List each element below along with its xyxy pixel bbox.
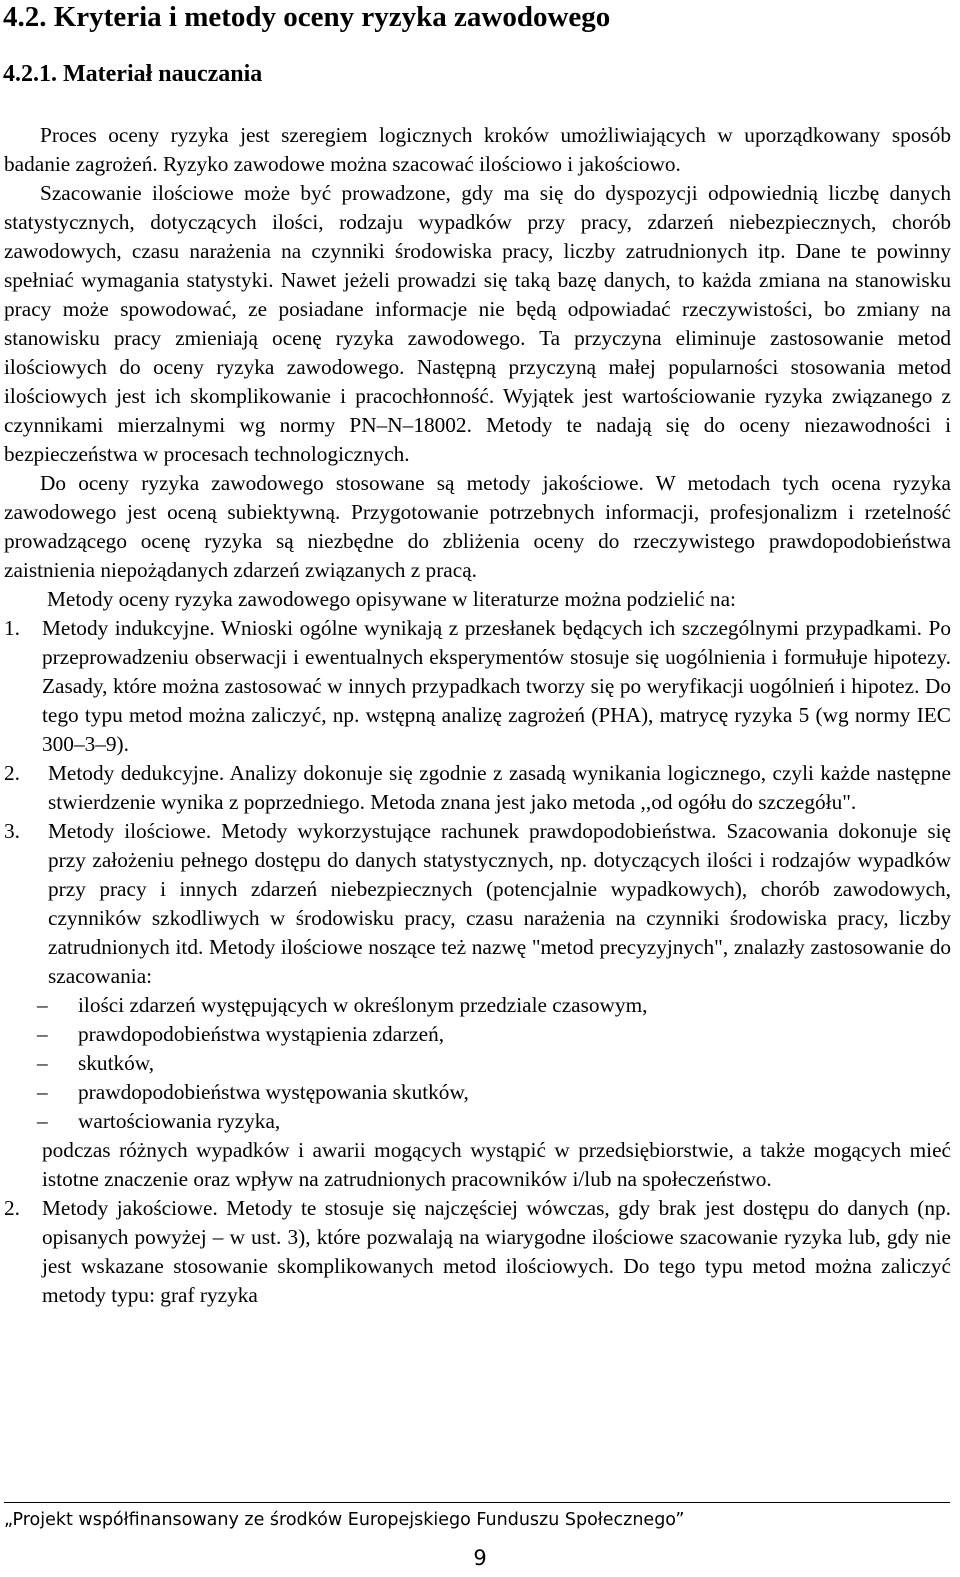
dash-item <box>4 991 951 1020</box>
dash-item <box>4 1049 951 1078</box>
list-text: Metody dedukcyjne. Analizy dokonuje się zgodnie z zasadą wynikania logicznego, czyli każde następne stwierdzenie wynika z poprzedniego. Metoda znana jest jako metoda ,,od ogółu do szczegółu". <box>48 761 951 814</box>
paragraph-quantitative: Szacowanie ilościowe może być prowadzone, gdy ma się do dyspozycji odpowiednią liczbę danych statystycznych, dotyczących ilości, rodzaju wypadków przy pracy, zdarzeń niebezpiecznych, chorób zawodowych, czasu narażenia na czynniki środowiska pracy, liczby zatrudnionych itp. Dane te powinny spełniać wymagania statystyki. Nawet jeżeli prowadzi się taką bazę danych, to każda zmiana na stanowisku pracy może spowodować, ze posiadane informacje nie będą odpowiadać rzeczywistości, bo zmiany na stanowisku pracy zmieniają ocenę ryzyka zawodowego. Ta przyczyna eliminuje zastosowanie metod ilościowych do oceny ryzyka zawodowego. Następną przyczyną małej popularności stosowania metod ilościowych jest ich skomplikowanie i pracochłonność. Wyjątek jest wartościowanie ryzyka związanego z czynnikami mierzalnymi wg normy PN–N–18002. Metody te nadają się do oceny niezawodności i bezpieczeństwa w procesach technologicznych. <box>4 181 951 466</box>
dash-mark: – <box>37 1109 48 1133</box>
section-heading: 4.2. Kryteria i metody oceny ryzyka zawodowego <box>3 1 611 33</box>
paragraph-methods-intro: Metody oceny ryzyka zawodowego opisywane w literaturze można podzielić na: <box>47 587 736 611</box>
body-text <box>4 121 951 1310</box>
dash-item <box>4 1078 951 1107</box>
list-text: Metody ilościowe. Metody wykorzystujące rachunek prawdopodobieństwa. Szacowania dokonuje się przy założeniu pełnego dostępu do danych statystycznych, np. dotyczących ilości i rodzajów wypadków przy pracy i innych zdarzeń niebezpiecznych (potencjalnie wypadkowych), chorób zawodowych, czynników szkodliwych w środowisku pracy, czasu narażenia na czynniki środowiska pracy, liczby zatrudnionych itd. Metody ilościowe noszące też nazwę "metod precyzyjnych", znalazły zastosowanie do szacowania: <box>48 819 951 988</box>
dash-mark: – <box>37 993 48 1017</box>
dash-item-text: prawdopodobieństwa wystąpienia zdarzeń, <box>78 1022 445 1046</box>
page-number: 9 <box>473 1546 487 1570</box>
paragraph-qualitative: Do oceny ryzyka zawodowego stosowane są metody jakościowe. W metodach tych ocena ryzyka zawodowego jest oceną subiektywną. Przygotowanie potrzebnych informacji, profesjonalizm i rzetelność prowadzącego ocenę ryzyka są niezbędne do zbliżenia oceny do rzeczywistego prawdopodobieństwa zaistnienia niepożądanych zdarzeń związanych z pracą. <box>4 471 951 582</box>
dash-item-text: wartościowania ryzyka, <box>78 1109 281 1133</box>
paragraph-intro: Proces oceny ryzyka jest szeregiem logicznych kroków umożliwiających w uporządkowany sposób badanie zagrożeń. Ryzyko zawodowe można szacować ilościowo i jakościowo. <box>4 123 951 176</box>
dash-item-text: ilości zdarzeń występujących w określonym przedziale czasowym, <box>78 993 648 1017</box>
footer-text: „Projekt współfinansowany ze środków Europejskiego Funduszu Społecznego” <box>4 1510 685 1530</box>
list-item-quantitative <box>4 817 951 991</box>
footer-divider <box>4 1502 950 1503</box>
list-number: 1. <box>4 616 20 640</box>
dash-mark: – <box>37 1051 48 1075</box>
list-item-deductive <box>4 759 951 817</box>
dash-item <box>4 1020 951 1049</box>
dash-item-text: prawdopodobieństwa występowania skutków, <box>78 1080 469 1104</box>
dash-mark: – <box>37 1080 48 1104</box>
list-text: Metody indukcyjne. Wnioski ogólne wynikają z przesłanek będących ich szczególnymi przypadkami. Po przeprowadzeniu obserwacji i ewentualnych eksperymentów stosuje się uogólnienia i formułuje hipotezy. Zasady, które można zastosować w innych przypadkach tworzy się po weryfikacji uogólnień i hipotez. Do tego typu metod można zaliczyć, np. wstępną analizę zagrożeń (PHA), matrycę ryzyka 5 (wg normy IEC 300–3–9). <box>42 616 951 756</box>
list-item-qualitative <box>4 1194 951 1310</box>
dash-item-text: skutków, <box>78 1051 155 1075</box>
list-number: 3. <box>4 819 20 843</box>
subsection-heading: 4.2.1. Materiał nauczania <box>3 61 263 87</box>
list-text: Metody jakościowe. Metody te stosuje się najczęściej wówczas, gdy brak jest dostępu do danych (np. opisanych powyżej – w ust. 3), które pozwalają na wiarygodne ilościowe szacowanie ryzyka lub, gdy nie jest wskazane stosowanie skomplikowanych metod ilościowych. Do tego typu metod można zaliczyć metody typu: graf ryzyka <box>42 1196 951 1307</box>
dash-mark: – <box>37 1022 48 1046</box>
list-item-inductive <box>4 614 951 759</box>
dash-item <box>4 1107 951 1136</box>
list-number: 2. <box>4 761 20 785</box>
paragraph-after-list: podczas różnych wypadków i awarii mogących wystąpić w przedsiębiorstwie, a także mogących mieć istotne znaczenie oraz wpływ na zatrudnionych pracowników i/lub na społeczeństwo. <box>42 1138 951 1191</box>
list-number: 2. <box>4 1196 20 1220</box>
